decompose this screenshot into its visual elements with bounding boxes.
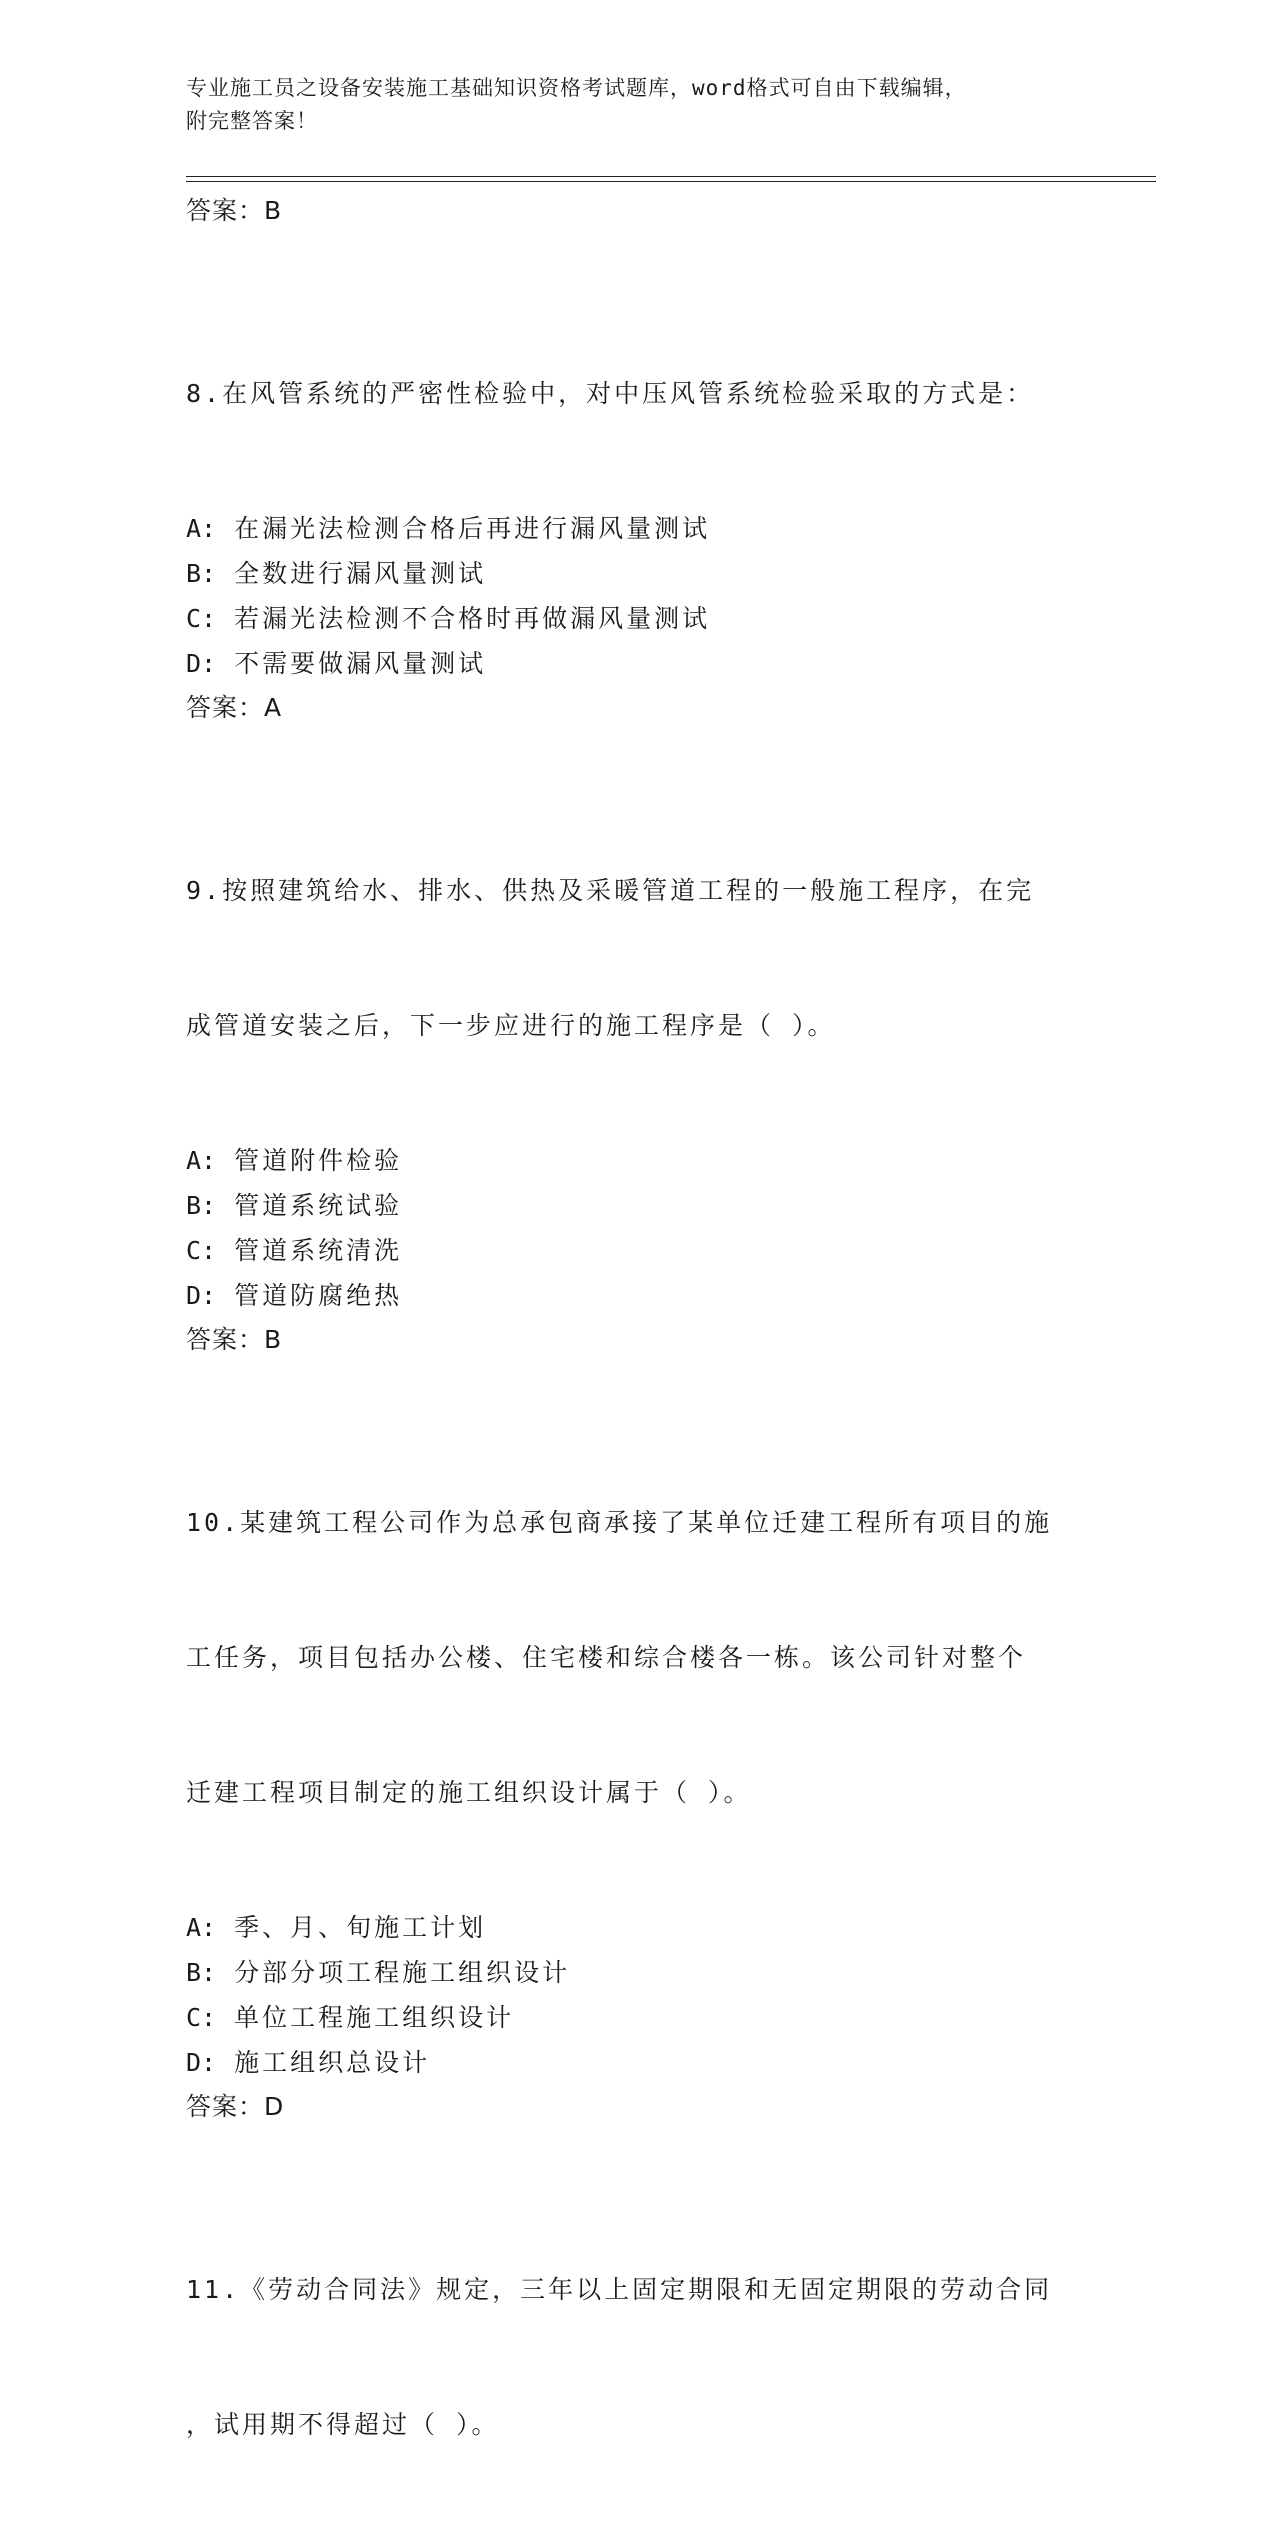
question-stem: [186, 281, 1086, 506]
option-a: [186, 506, 1086, 551]
option-d: [186, 1273, 1086, 1318]
option-text: 管道防腐绝热: [234, 1281, 403, 1310]
question-11: [186, 2177, 1086, 2537]
answer-line: 答案：B: [186, 196, 283, 225]
option-c: [186, 596, 1086, 641]
document-header: [186, 72, 1066, 138]
stem-line: ，试用期不得超过（ ）。: [186, 2410, 500, 2439]
option-text: 季、月、旬施工计划: [234, 1913, 487, 1942]
header-divider-top: [186, 176, 1156, 177]
option-text: 管道附件检验: [234, 1146, 403, 1175]
option-label: C:: [186, 2003, 217, 2032]
option-text: 在漏光法检测合格后再进行漏风量测试: [234, 514, 711, 543]
option-text: 不需要做漏风量测试: [234, 649, 487, 678]
option-text: 单位工程施工组织设计: [234, 2003, 515, 2032]
option-label: C:: [186, 1236, 217, 1265]
option-label: A:: [186, 1913, 217, 1942]
option-b: [186, 1950, 1086, 1995]
option-label: B:: [186, 1191, 217, 1220]
question-9: [186, 778, 1086, 1364]
stem-line: 10.某建筑工程公司作为总承包商承接了某单位迁建工程所有项目的施: [186, 1508, 1053, 1537]
question-8: [186, 281, 1086, 732]
option-text: 若漏光法检测不合格时再做漏风量测试: [234, 604, 711, 633]
option-text: 施工组织总设计: [234, 2048, 431, 2077]
option-label: C:: [186, 604, 217, 633]
option-c: [186, 1228, 1086, 1273]
stem-line: 成管道安装之后，下一步应进行的施工程序是（ ）。: [186, 1011, 836, 1040]
stem-line: 9.按照建筑给水、排水、供热及采暖管道工程的一般施工程序，在完: [186, 876, 1035, 905]
stem-line: 工任务，项目包括办公楼、住宅楼和综合楼各一栋。该公司针对整个: [186, 1643, 1027, 1672]
question-10: [186, 1410, 1086, 2131]
option-text: 分部分项工程施工组织设计: [234, 1958, 571, 1987]
question-stem: [186, 1410, 1086, 1905]
header-line-1: 专业施工员之设备安装施工基础知识资格考试题库，word格式可自由下载编辑，: [186, 76, 967, 100]
answer-line: 答案：B: [186, 1325, 283, 1354]
question-stem: [186, 2177, 1086, 2537]
option-text: 管道系统清洗: [234, 1236, 403, 1265]
option-label: A:: [186, 514, 217, 543]
stem-line: 8.在风管系统的严密性检验中，对中压风管系统检验采取的方式是：: [186, 379, 1035, 408]
option-label: B:: [186, 559, 217, 588]
option-c: [186, 1995, 1086, 2040]
option-label: A:: [186, 1146, 217, 1175]
question-stem: [186, 778, 1086, 1138]
header-line-2: 附完整答案！: [186, 109, 318, 133]
answer-line: 答案：A: [186, 693, 283, 722]
option-label: D:: [186, 1281, 217, 1310]
option-label: D:: [186, 2048, 217, 2077]
option-d: [186, 641, 1086, 686]
option-text: 管道系统试验: [234, 1191, 403, 1220]
option-b: [186, 551, 1086, 596]
stem-line: 迁建工程项目制定的施工组织设计属于（ ）。: [186, 1778, 752, 1807]
option-d: [186, 2040, 1086, 2085]
header-divider-bottom: [186, 181, 1156, 182]
option-label: B:: [186, 1958, 217, 1987]
option-text: 全数进行漏风量测试: [234, 559, 487, 588]
answer-line: 答案：D: [186, 2092, 285, 2121]
stem-line: 11.《劳动合同法》规定，三年以上固定期限和无固定期限的劳动合同: [186, 2275, 1053, 2304]
option-label: D:: [186, 649, 217, 678]
option-a: [186, 1138, 1086, 1183]
option-a: [186, 1905, 1086, 1950]
option-b: [186, 1183, 1086, 1228]
document-body: [186, 189, 1086, 2537]
